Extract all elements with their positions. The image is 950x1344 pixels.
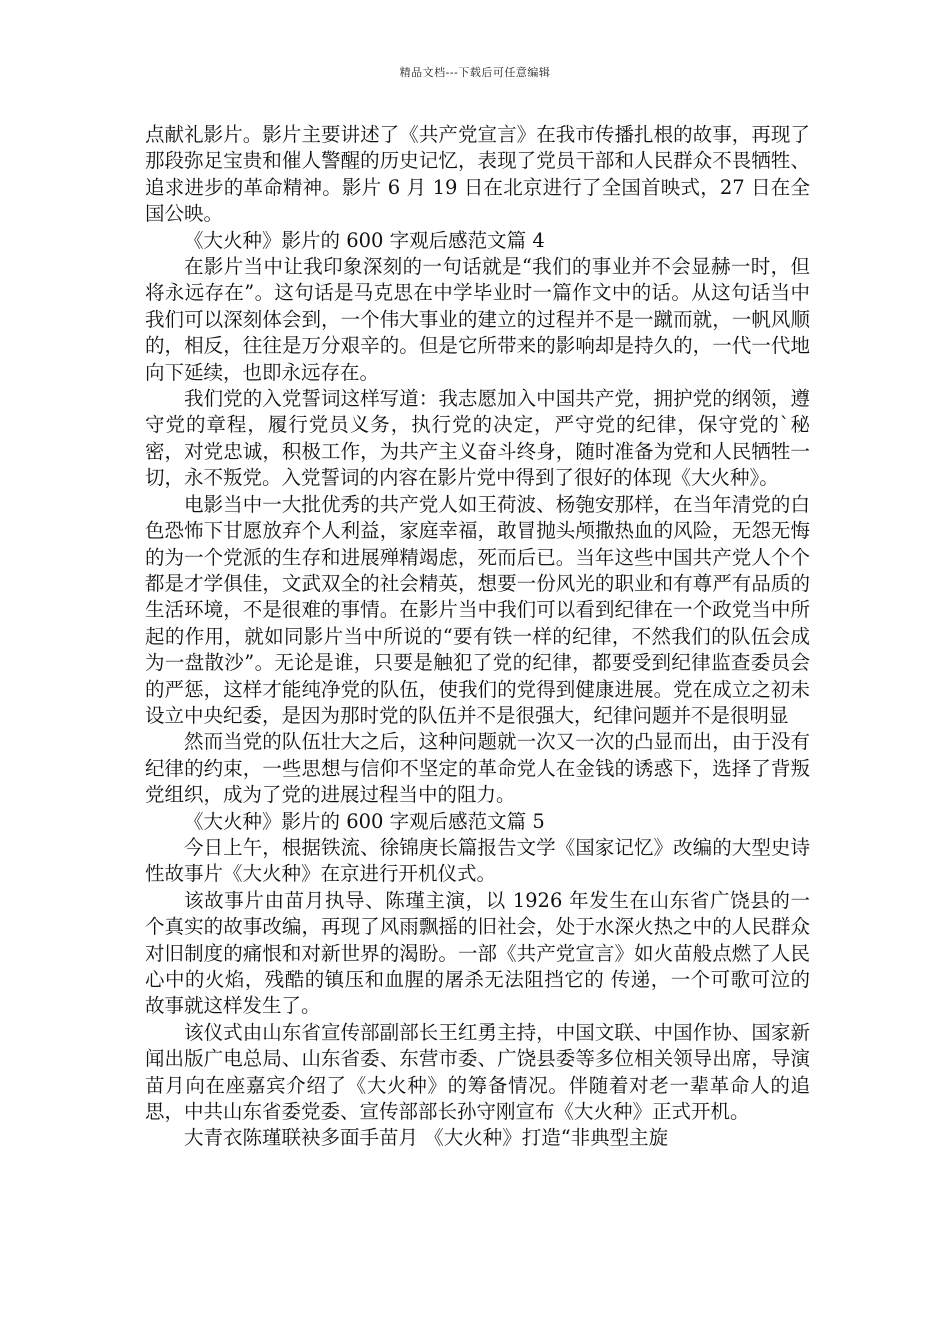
paragraph: 今日上午，根据铁流、徐锦庚长篇报告文学《国家记忆》改编的大型史诗性故事片《大火种》在京进行开机仪式。 [145,835,810,886]
paragraph: 然而当党的队伍壮大之后，这种问题就一次又一次的凸显而出，由于没有纪律的约束，一些思想与信仰不坚定的革命党人在金钱的诱惑下，选择了背叛党组织，成为了党的进展过程当中的阻力。 [145,730,810,807]
paragraph: 在影片当中让我印象深刻的一句话就是“我们的事业并不会显赫一时，但将永远存在”。这句话是马克思在中学毕业时一篇作文中的话。从这句话当中我们可以深刻体会到，一个伟大事业的建立的过程并不是一蹴而就，一帆风顺的，相反，往往是万分艰辛的。但是它所带来的影响却是持久的，一代一代地向下延续，也即永远存在。 [145,255,810,384]
paragraph: 该仪式由山东省宣传部副部长王红勇主持，中国文联、中国作协、国家新闻出版广电总局、山东省委、东营市委、广饶县委等多位相关领导出席，导演苗月向在座嘉宾介绍了《大火种》的筹备情况。伴随着对老一辈革命人的追思，中共山东省委党委、宣传部部长孙守刚宣布《大火种》正式开机。 [145,1020,810,1124]
section-heading-4: 《大火种》影片的 600 字观后感范文篇 4 [184,228,545,252]
paragraph-intro-continued: 点献礼影片。影片主要讲述了《共产党宣言》在我市传播扎根的故事，再现了那段弥足宝贵和催人警醒的历史记忆，表现了党员干部和人民群众不畏牺牲、追求进步的革命精神。影片 6 月 19 日在北京进行了全国首映式，27 日在全国公映。 [145,123,810,226]
paragraph: 该故事片由苗月执导、陈瑾主演，以 1926 年发生在山东省广饶县的一个真实的故事改编，再现了风雨飘摇的旧社会，处于水深火热之中的人民群众对旧制度的痛恨和对新世界的渴盼。一部《共产党宣言》如火苗般点燃了人民心中的火焰，残酷的镇压和血腥的屠杀无法阻挡它的 传递，一个可歌可泣的故事就这样发生了。 [145,888,810,1018]
paragraph: 电影当中一大批优秀的共产党人如王荷波、杨匏安那样，在当年清党的白色恐怖下甘愿放弃个人利益，家庭幸福，敢冒抛头颅撒热血的风险，无怨无悔的为一个党派的生存和进展殚精竭虑，死而后已。当年这些中国共产党人个个都是才学俱佳，文武双全的社会精英，想要一份风光的职业和有尊严有品质的生活环境，不是很难的事情。在影片当中我们可以看到纪律在一个政党当中所起的作用，就如同影片当中所说的“要有铁一样的纪律，不然我们的队伍会成为一盘散沙”。无论是谁，只要是触犯了党的纪律，都要受到纪律监查委员会的严惩，这样才能纯净党的队伍，使我们的党得到健康进展。党在成立之初未设立中央纪委，是因为那时党的队伍并不是很强大，纪律问题并不是很明显 [145,492,810,727]
document-body [145,122,810,1152]
paragraph: 我们党的入党誓词这样写道：我志愿加入中国共产党，拥护党的纲领，遵守党的章程，履行党员义务，执行党的决定，严守党的纪律，保守党的`秘密，对党忠诚，积极工作，为共产主义奋斗终身，随时准备为党和人民牺牲一切，永不叛党。入党誓词的内容在影片党中得到了很好的体现《大火种》。 [145,387,810,490]
section-heading-5: 《大火种》影片的 600 字观后感范文篇 5 [184,809,545,833]
paragraph-trailing: 大青衣陈瑾联袂多面手苗月 《大火种》打造“非典型主旋 [184,1126,669,1150]
page-header: 精品文档---下载后可任意编辑 [399,66,551,79]
